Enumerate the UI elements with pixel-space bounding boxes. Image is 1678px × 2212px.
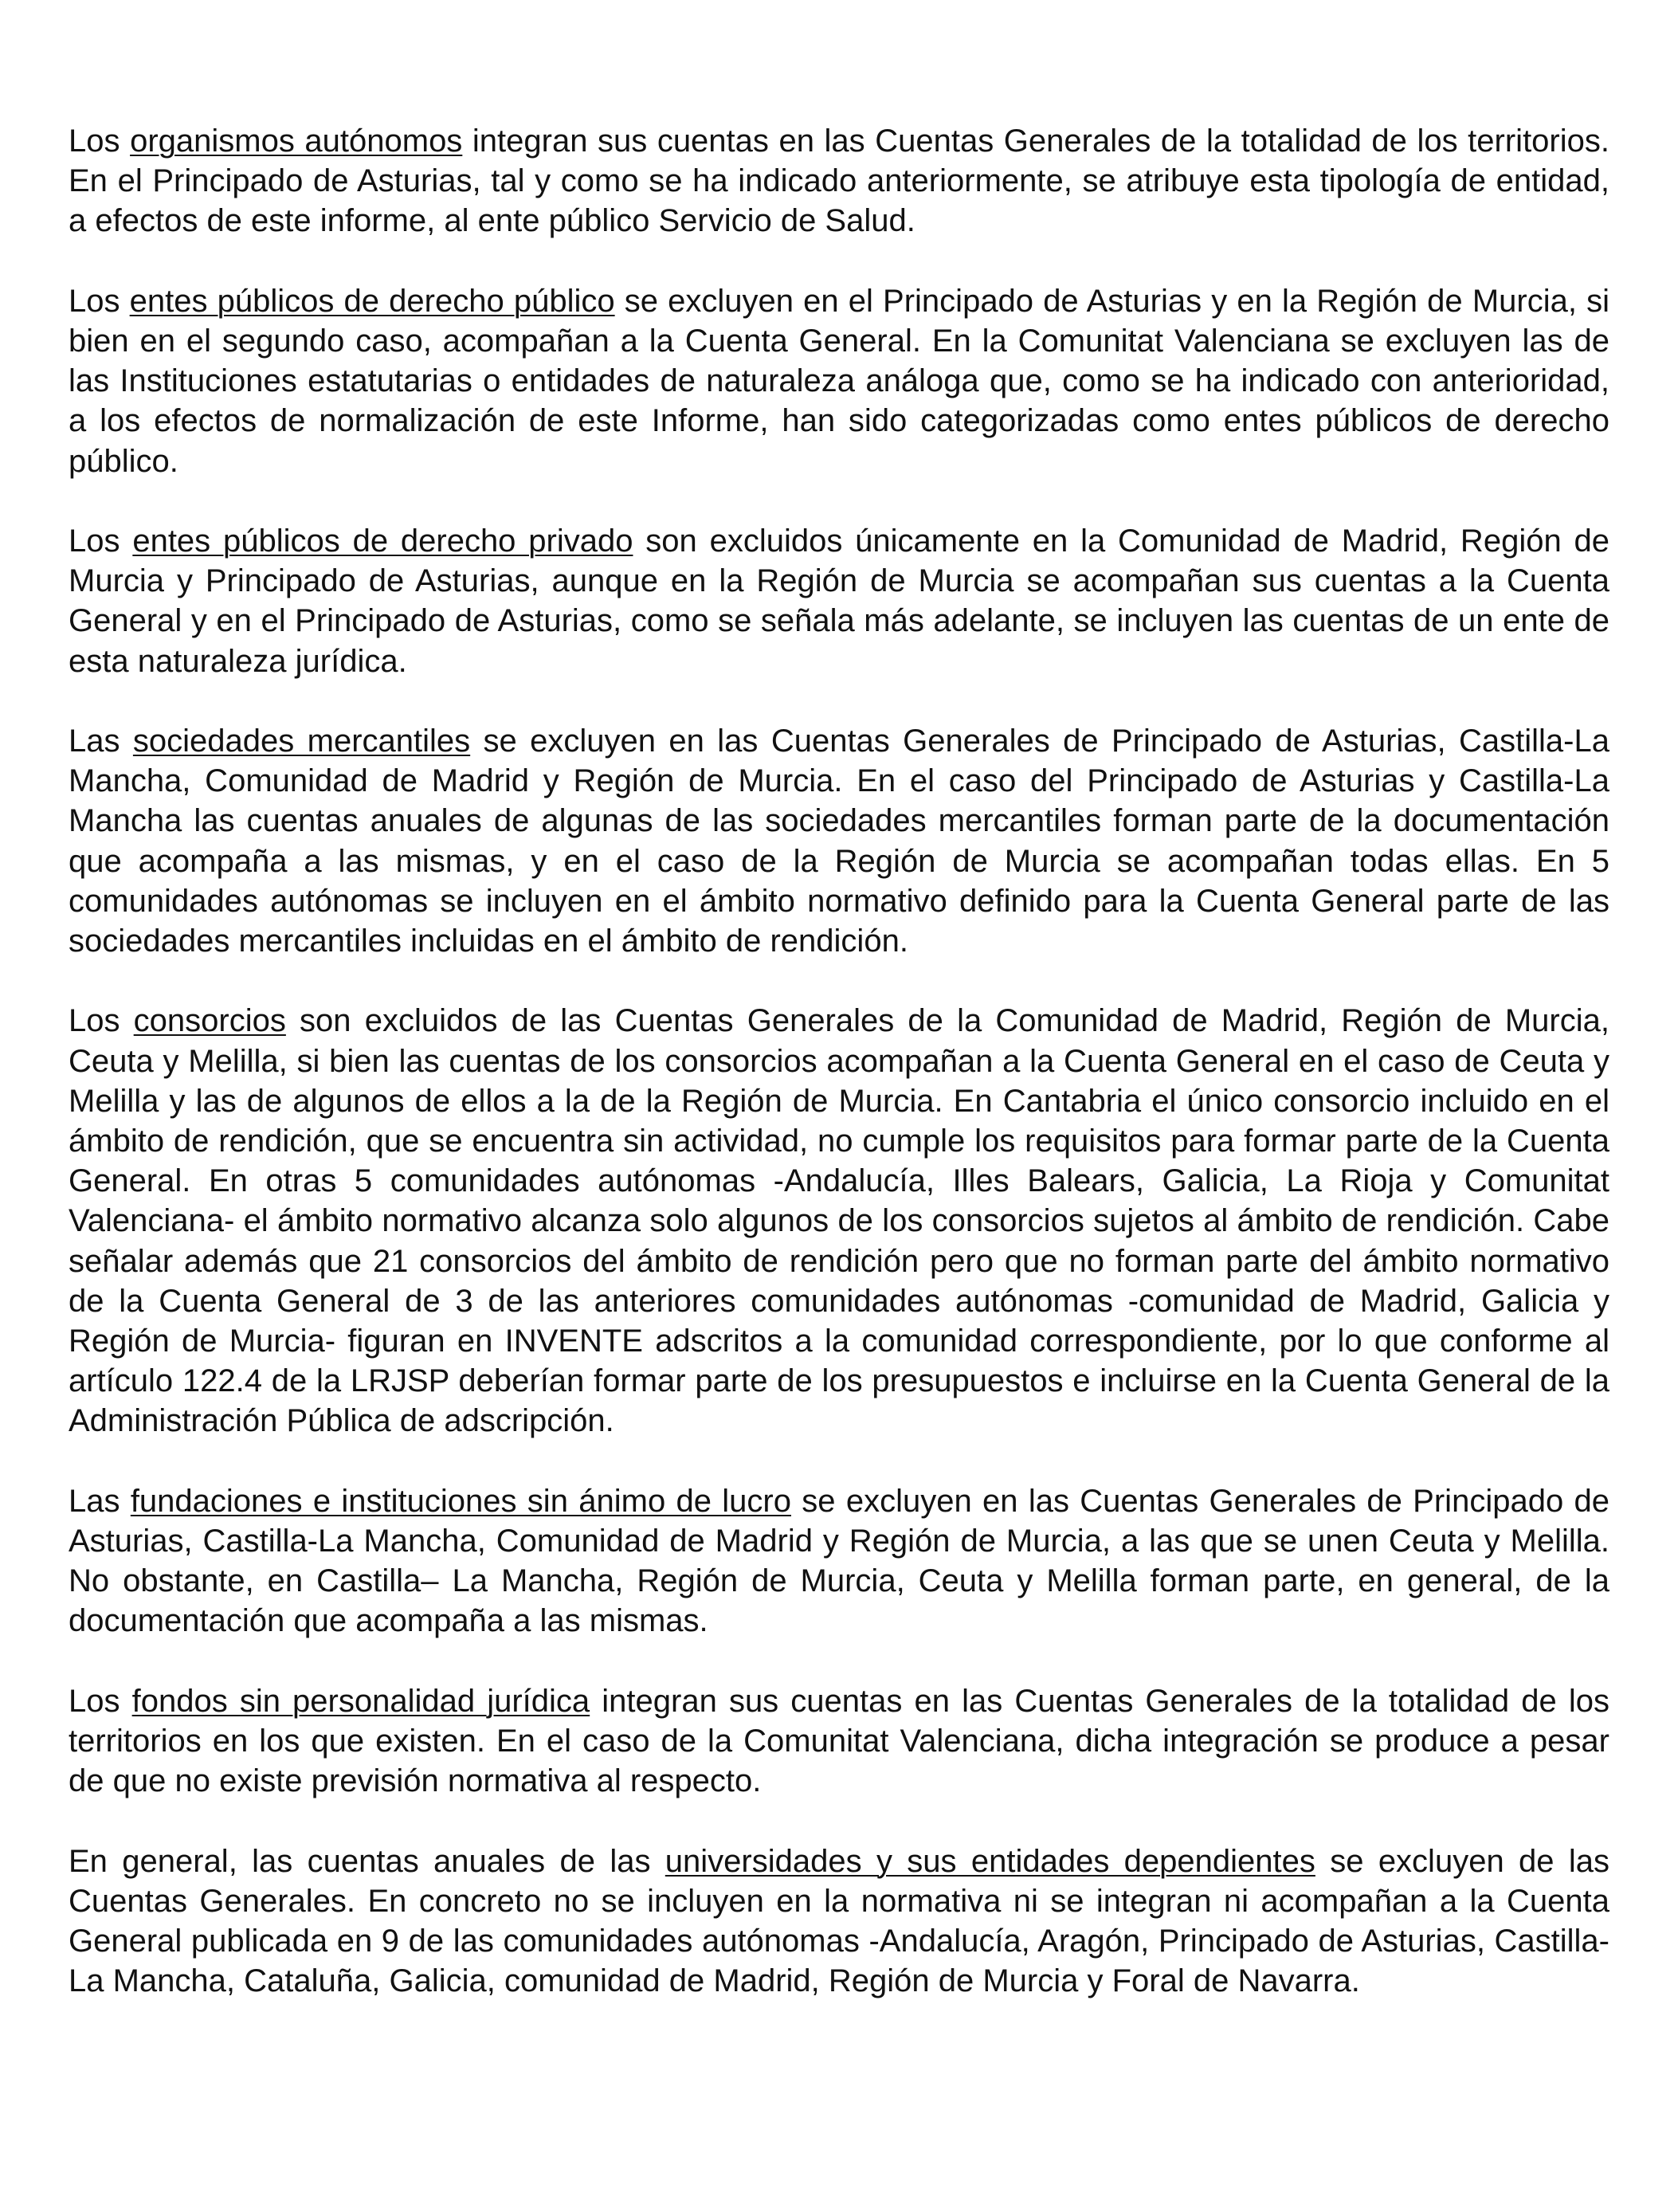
paragraph-text: se excluyen de las Cuentas Generales. En concreto no se incluyen en la normativa ni se integran ni acompañan a la Cuenta General publicada en 9 de las comunidades autónomas -Andalucía, Aragón, Principado de Asturias, Castilla-La Mancha, Cataluña, Galicia, comunidad de Madrid, Región de Murcia y Foral de Navarra. <box>69 1843 1609 1999</box>
paragraph-organismos-autonomos <box>69 121 1609 241</box>
paragraph-universidades <box>69 1841 1609 2002</box>
underlined-term: fondos sin personalidad jurídica <box>131 1683 590 1719</box>
underlined-term: fundaciones e instituciones sin ánimo de lucro <box>130 1483 791 1519</box>
paragraph-intro: En general, las cuentas anuales de las <box>69 1843 651 1879</box>
paragraph-intro: Los <box>69 1683 120 1719</box>
paragraph-intro: Los <box>69 283 120 319</box>
paragraph-intro: Las <box>69 1483 120 1519</box>
document-page <box>69 121 1609 2001</box>
paragraph-consorcios <box>69 1001 1609 1441</box>
paragraph-intro: Los <box>69 524 120 559</box>
paragraph-intro: Los <box>69 124 120 159</box>
paragraph-text: se excluyen en las Cuentas Generales de Principado de Asturias, Castilla-La Mancha, Comunidad de Madrid y Región de Murcia. En el caso del Principado de Asturias y Castilla-La Mancha las cuentas anuales de algunas de las sociedades mercantiles forman parte de la documentación que acompaña a las mismas, y en el caso de la Región de Murcia se acompañan todas ellas. En 5 comunidades autónomas se incluyen en el ámbito normativo definido para la Cuenta General parte de las sociedades mercantiles incluidas en el ámbito de rendición. <box>69 724 1609 959</box>
paragraph-sociedades-mercantiles <box>69 721 1609 961</box>
underlined-term: entes públicos de derecho público <box>129 283 615 319</box>
paragraph-text: se excluyen en el Principado de Asturias y en la Región de Murcia, si bien en el segundo caso, acompañan a la Cuenta General. En la Comunitat Valenciana se excluyen las de las Instituciones estatutarias o entidades de naturaleza análoga que, como se ha indicado con anterioridad, a los efectos de normalización de este Informe, han sido categorizadas como entes públicos de derecho público. <box>69 283 1609 479</box>
underlined-term: sociedades mercantiles <box>132 724 471 759</box>
paragraph-fundaciones <box>69 1481 1609 1641</box>
paragraph-text: integran sus cuentas en las Cuentas Generales de la totalidad de los territorios en los que existen. En el caso de la Comunitat Valenciana, dicha integración se produce a pesar de que no existe previsión normativa al respecto. <box>69 1683 1609 1799</box>
underlined-term: entes públicos de derecho privado <box>132 524 633 559</box>
paragraph-text: son excluidos de las Cuentas Generales de la Comunidad de Madrid, Región de Murcia, Ceuta y Melilla, si bien las cuentas de los consorcios acompañan a la Cuenta General en el caso de Ceuta y Melilla y las de algunos de ellos a la de la Región de Murcia. En Cantabria el único consorcio incluido en el ámbito de rendición, que se encuentra sin actividad, no cumple los requisitos para formar parte de la Cuenta General. En otras 5 comunidades autónomas -Andalucía, Illes Balears, Galicia, La Rioja y Comunitat Valenciana- el ámbito normativo alcanza solo algunos de los consorcios sujetos al ámbito de rendición. Cabe señalar además que 21 consorcios del ámbito de rendición pero que no forman parte del ámbito normativo de la Cuenta General de 3 de las anteriores comunidades autónomas -comunidad de Madrid, Galicia y Región de Murcia- figuran en INVENTE adscritos a la comunidad correspondiente, por lo que conforme al artículo 122.4 de la LRJSP deberían formar parte de los presupuestos e incluirse en la Cuenta General de la Administración Pública de adscripción. <box>69 1003 1609 1439</box>
paragraph-intro: Las <box>69 724 120 759</box>
underlined-term: universidades y sus entidades dependientes <box>665 1843 1315 1879</box>
underlined-term: organismos autónomos <box>130 124 463 159</box>
underlined-term: consorcios <box>133 1003 286 1039</box>
paragraph-text: son excluidos únicamente en la Comunidad de Madrid, Región de Murcia y Principado de Asturias, aunque en la Región de Murcia se acompañan sus cuentas a la Cuenta General y en el Principado de Asturias, como se señala más adelante, se incluyen las cuentas de un ente de esta naturaleza jurídica. <box>69 524 1610 679</box>
paragraph-text: se excluyen en las Cuentas Generales de Principado de Asturias, Castilla-La Mancha, Comunidad de Madrid y Región de Murcia, a las que se unen Ceuta y Melilla. No obstante, en Castilla– La Mancha, Región de Murcia, Ceuta y Melilla forman parte, en general, de la documentación que acompaña a las mismas. <box>69 1483 1609 1639</box>
paragraph-fondos-sin-personalidad <box>69 1681 1609 1802</box>
paragraph-intro: Los <box>69 1003 120 1039</box>
paragraph-text: integran sus cuentas en las Cuentas Generales de la totalidad de los territorios. En el Principado de Asturias, tal y como se ha indicado anteriormente, se atribuye esta tipología de entidad, a efectos de este informe, al ente público Servicio de Salud. <box>69 124 1609 239</box>
paragraph-entes-derecho-publico <box>69 281 1609 481</box>
paragraph-entes-derecho-privado <box>69 521 1609 681</box>
